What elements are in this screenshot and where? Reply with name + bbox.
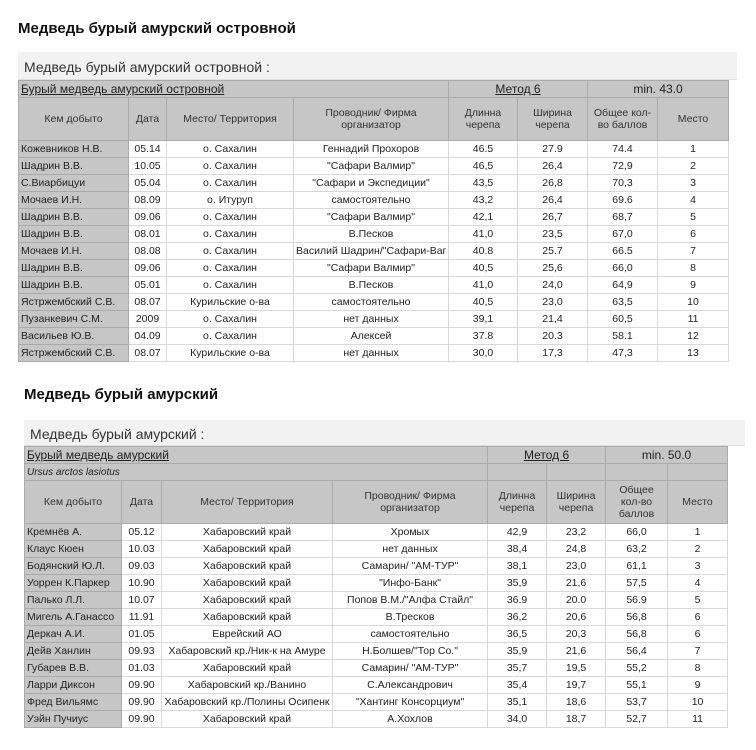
table-cell: 19,5 [547, 660, 606, 677]
table-cell: 56,8 [606, 609, 668, 626]
table-cell: Деркач А.И. [25, 626, 122, 643]
header-row [25, 481, 728, 524]
table-cell: Хабаровский край [162, 558, 333, 575]
table-cell: Уэйн Пучиус [25, 711, 122, 728]
table-cell: 26,4 [518, 158, 588, 175]
table-row [25, 643, 728, 660]
table-cell: "Сафари и Экспедиции" [294, 175, 449, 192]
table-cell: Шадрин В.В. [19, 260, 129, 277]
table-cell: о. Сахалин [167, 328, 294, 345]
table-cell: Шадрин В.В. [19, 277, 129, 294]
table-cell: 42,1 [449, 209, 518, 226]
table-cell: 7 [668, 643, 728, 660]
table-cell: Шадрин В.В. [19, 209, 129, 226]
section-title-2: Медведь бурый амурский [24, 386, 219, 403]
table-cell: 3 [668, 558, 728, 575]
column-header: Место/ Территория [167, 98, 294, 141]
table-cell: 57,5 [606, 575, 668, 592]
table-cell: 43,2 [449, 192, 518, 209]
table-cell: Мигель А.Ганассо [25, 609, 122, 626]
table-cell: Палько Л.Л. [25, 592, 122, 609]
table-row [19, 192, 729, 209]
table-cell: 2 [668, 541, 728, 558]
table-cell: 35,9 [488, 575, 547, 592]
table-cell: С.Александрович [333, 677, 488, 694]
table-cell: 38,1 [488, 558, 547, 575]
table-cell: Хабаровский край [162, 711, 333, 728]
table-cell: 18,7 [547, 711, 606, 728]
table-cell: 4 [658, 192, 729, 209]
table-row [19, 209, 729, 226]
table-cell: 09.90 [122, 694, 162, 711]
column-header: Проводник/ Фирма организатор [294, 98, 449, 141]
table-cell: 56.9 [606, 592, 668, 609]
column-header: Место [658, 98, 729, 141]
table-cell: 41,0 [449, 226, 518, 243]
table-cell: 08.08 [129, 243, 167, 260]
table-cell: 13 [658, 345, 729, 362]
table-cell: 64,9 [588, 277, 658, 294]
column-header: Проводник/ Фирма организатор [333, 481, 488, 524]
table-cell: 36,5 [488, 626, 547, 643]
table-cell: Уоррен К.Паркер [25, 575, 122, 592]
table-row [25, 558, 728, 575]
table-cell: 56,8 [606, 626, 668, 643]
table-cell: о. Сахалин [167, 141, 294, 158]
table-cell: 40,5 [449, 294, 518, 311]
table-cell: 70,3 [588, 175, 658, 192]
table-cell: 3 [658, 175, 729, 192]
species-link[interactable]: Бурый медведь амурский островной [19, 81, 449, 98]
table-cell: Ястржембский С.В. [19, 294, 129, 311]
table-row [25, 592, 728, 609]
table-cell: А.Хохлов [333, 711, 488, 728]
table-cell: 08.07 [129, 345, 167, 362]
table-cell: 05.12 [122, 524, 162, 541]
table-cell: 09.90 [122, 711, 162, 728]
table-row [19, 311, 729, 328]
latin-name: Ursus arctos lasiotus [25, 464, 488, 481]
table-row [25, 575, 728, 592]
table-cell: Хабаровский край [162, 609, 333, 626]
table-cell: 69.6 [588, 192, 658, 209]
table-cell: "Сафари Валмир" [294, 260, 449, 277]
table-cell: 11 [668, 711, 728, 728]
table-cell: 35,9 [488, 643, 547, 660]
column-header: Дата [122, 481, 162, 524]
table-cell: 12 [658, 328, 729, 345]
table-row [19, 243, 729, 260]
table-cell: Алексей [294, 328, 449, 345]
table-cell: 18,6 [547, 694, 606, 711]
table-row [19, 277, 729, 294]
column-header: Длинна черепа [449, 98, 518, 141]
table-cell: Хабаровский кр./Ванино [162, 677, 333, 694]
table-cell: Кремнёв А. [25, 524, 122, 541]
table-cell: 8 [658, 260, 729, 277]
column-header: Ширина черепа [547, 481, 606, 524]
table-cell: о. Итуруп [167, 192, 294, 209]
table-cell: 23,0 [547, 558, 606, 575]
column-header: Дата [129, 98, 167, 141]
table-cell: о. Сахалин [167, 277, 294, 294]
table-cell: о. Сахалин [167, 175, 294, 192]
table-row [25, 541, 728, 558]
table-cell: "Хантинг Консорциум" [333, 694, 488, 711]
table-row [19, 294, 729, 311]
table-cell: 56,4 [606, 643, 668, 660]
table-cell: 21,4 [518, 311, 588, 328]
table-cell: 35,1 [488, 694, 547, 711]
column-header: Ширина черепа [518, 98, 588, 141]
table-row [19, 345, 729, 362]
table-cell: 11 [658, 311, 729, 328]
method-link[interactable]: Метод 6 [449, 81, 588, 98]
table-cell: самостоятельно [333, 626, 488, 643]
table-row [19, 158, 729, 175]
table-row [25, 677, 728, 694]
table-cell: 21,6 [547, 575, 606, 592]
table-cell: нет данных [333, 541, 488, 558]
table-cell: 10 [658, 294, 729, 311]
table-cell: Геннадий Прохоров [294, 141, 449, 158]
table-cell: 2 [658, 158, 729, 175]
table-cell: 4 [668, 575, 728, 592]
table-cell: 20,6 [547, 609, 606, 626]
table-cell: 30,0 [449, 345, 518, 362]
table-cell: о. Сахалин [167, 311, 294, 328]
column-header: Общее кол-во баллов [588, 98, 658, 141]
table-cell: 08.07 [129, 294, 167, 311]
table-cell: Хабаровский край [162, 575, 333, 592]
table-cell: самостоятельно [294, 294, 449, 311]
table-cell: Самарин/ "АМ-ТУР" [333, 660, 488, 677]
table-cell: 38,4 [488, 541, 547, 558]
trophy-table-2 [24, 446, 728, 728]
table-cell: 10.03 [122, 541, 162, 558]
table-cell: Шадрин В.В. [19, 158, 129, 175]
table-row [19, 175, 729, 192]
table-cell: 37.8 [449, 328, 518, 345]
table-cell: 55,2 [606, 660, 668, 677]
table-cell: 35,7 [488, 660, 547, 677]
table-cell: "Сафари Валмир" [294, 158, 449, 175]
table-cell: Кожевников Н.В. [19, 141, 129, 158]
table-cell: 40.8 [449, 243, 518, 260]
table-cell: 09.93 [122, 643, 162, 660]
table-cell: В.Песков [294, 226, 449, 243]
table-cell: Мочаев И.Н. [19, 192, 129, 209]
table-cell: 24,0 [518, 277, 588, 294]
table-cell: 6 [658, 226, 729, 243]
table-cell: Бодянский Ю.Л. [25, 558, 122, 575]
table-cell: Клаус Кюен [25, 541, 122, 558]
table-cell: 1 [658, 141, 729, 158]
method-link[interactable]: Метод 6 [488, 447, 606, 464]
table-cell: 46.5 [449, 141, 518, 158]
table-cell: 09.90 [122, 677, 162, 694]
table-cell: Хабаровский край [162, 592, 333, 609]
table-cell: Дейв Ханлин [25, 643, 122, 660]
table-cell: 01.03 [122, 660, 162, 677]
min-score: min. 43.0 [588, 81, 729, 98]
table-cell: 26,7 [518, 209, 588, 226]
table-cell: 36,2 [488, 609, 547, 626]
min-score: min. 50.0 [606, 447, 728, 464]
table-cell: Губарев В.В. [25, 660, 122, 677]
table-cell: 17,3 [518, 345, 588, 362]
table-cell: 66,0 [606, 524, 668, 541]
table-cell: С.Виарбицуи [19, 175, 129, 192]
table-cell: 10.07 [122, 592, 162, 609]
table-cell: 66.5 [588, 243, 658, 260]
table-cell: 6 [668, 626, 728, 643]
table-cell: 8 [668, 660, 728, 677]
table-cell: о. Сахалин [167, 260, 294, 277]
table-cell: о. Сахалин [167, 209, 294, 226]
table-cell: 21,6 [547, 643, 606, 660]
table-cell: 05.04 [129, 175, 167, 192]
table-cell: Фред Вильямс [25, 694, 122, 711]
table-cell: 63,2 [606, 541, 668, 558]
table-cell: Васильев Ю.В. [19, 328, 129, 345]
table-cell: 09.03 [122, 558, 162, 575]
table-cell: 25,6 [518, 260, 588, 277]
table-row [25, 626, 728, 643]
table-row [19, 226, 729, 243]
table-row [25, 609, 728, 626]
table-cell: 9 [668, 677, 728, 694]
table-cell: 09.06 [129, 260, 167, 277]
table-cell: 19,7 [547, 677, 606, 694]
column-header: Длинна черепа [488, 481, 547, 524]
table-cell: 41,0 [449, 277, 518, 294]
column-header: Место [668, 481, 728, 524]
column-header: Общее кол-во баллов [606, 481, 668, 524]
table-cell: Хабаровский край [162, 541, 333, 558]
table-cell: Шадрин В.В. [19, 226, 129, 243]
table-cell: нет данных [294, 345, 449, 362]
table-cell: о. Сахалин [167, 158, 294, 175]
table-row [19, 328, 729, 345]
table-cell: 47,3 [588, 345, 658, 362]
table-cell: 10.90 [122, 575, 162, 592]
section-title-1: Медведь бурый амурский островной [18, 20, 296, 37]
table-row [19, 260, 729, 277]
table-cell: Хромых [333, 524, 488, 541]
table-cell: 35,4 [488, 677, 547, 694]
column-header: Место/ Территория [162, 481, 333, 524]
table-cell: 10.05 [129, 158, 167, 175]
table-cell: Ларри Диксон [25, 677, 122, 694]
column-header: Кем добыто [19, 98, 129, 141]
table-cell: Самарин/ "АМ-ТУР" [333, 558, 488, 575]
table-cell: 40,5 [449, 260, 518, 277]
table-cell: 04.09 [129, 328, 167, 345]
table-cell: 23,5 [518, 226, 588, 243]
table-cell: 68,7 [588, 209, 658, 226]
table-cell: 05.01 [129, 277, 167, 294]
trophy-table-1 [18, 80, 729, 362]
table-cell: 63,5 [588, 294, 658, 311]
table-cell: Хабаровский край [162, 524, 333, 541]
table-cell: 66,0 [588, 260, 658, 277]
table-cell: Курильские о-ва [167, 294, 294, 311]
table-cell: 01.05 [122, 626, 162, 643]
table-cell: 46,5 [449, 158, 518, 175]
table-row [25, 660, 728, 677]
table-cell: о. Сахалин [167, 243, 294, 260]
table-cell: 9 [658, 277, 729, 294]
table-cell: 26,8 [518, 175, 588, 192]
table-cell: 24,8 [547, 541, 606, 558]
table-cell: Н.Болшев/"Тор Со." [333, 643, 488, 660]
table-cell: 09.06 [129, 209, 167, 226]
table-cell: 7 [658, 243, 729, 260]
table-cell: 34,0 [488, 711, 547, 728]
table-cell: о. Сахалин [167, 226, 294, 243]
table-cell: В.Песков [294, 277, 449, 294]
table-cell: 58.1 [588, 328, 658, 345]
table-cell: 43,5 [449, 175, 518, 192]
table-cell: "Инфо-Банк" [333, 575, 488, 592]
table-cell: 08.09 [129, 192, 167, 209]
table-cell: 52,7 [606, 711, 668, 728]
table-cell: Хабаровский кр./Ник-к на Амуре [162, 643, 333, 660]
table-row [25, 711, 728, 728]
table-cell: 60,5 [588, 311, 658, 328]
table-cell: В.Тресков [333, 609, 488, 626]
table-cell: 39,1 [449, 311, 518, 328]
table-cell: 20.0 [547, 592, 606, 609]
table-cell: 27.9 [518, 141, 588, 158]
table-cell: 23,2 [547, 524, 606, 541]
table-cell: Пузанкевич С.М. [19, 311, 129, 328]
table-cell: 11.91 [122, 609, 162, 626]
table-cell: Попов В.М./"Алфа Стайл" [333, 592, 488, 609]
table-cell: 61,1 [606, 558, 668, 575]
table-cell: 5 [658, 209, 729, 226]
table-cell: 5 [668, 592, 728, 609]
table-cell: Хабаровский кр./Полины Осипенк [162, 694, 333, 711]
table-cell: Василий Шадрин/"Сафари-Ваг [294, 243, 449, 260]
table-caption-1: Медведь бурый амурский островной : [18, 52, 737, 80]
table-cell: 20.3 [518, 328, 588, 345]
table-cell: 36.9 [488, 592, 547, 609]
table-row [25, 524, 728, 541]
table-cell: Еврейский АО [162, 626, 333, 643]
table-cell: 26,4 [518, 192, 588, 209]
table-cell: 10 [668, 694, 728, 711]
table-cell: Мочаев И.Н. [19, 243, 129, 260]
table-cell: 08.01 [129, 226, 167, 243]
table-cell: 53,7 [606, 694, 668, 711]
table-row [19, 141, 729, 158]
table-cell: 42,9 [488, 524, 547, 541]
table-cell: Хабаровский край [162, 660, 333, 677]
table-cell: 23,0 [518, 294, 588, 311]
table-cell: 20,3 [547, 626, 606, 643]
table-cell: 72,9 [588, 158, 658, 175]
table-cell: 6 [668, 609, 728, 626]
column-header: Кем добыто [25, 481, 122, 524]
species-link[interactable]: Бурый медведь амурский [25, 447, 488, 464]
table-cell: 74.4 [588, 141, 658, 158]
table-caption-2: Медведь бурый амурский : [24, 420, 745, 446]
table-cell: "Сафари Валмир" [294, 209, 449, 226]
table-cell: самостоятельно [294, 192, 449, 209]
table-cell: 67,0 [588, 226, 658, 243]
table-cell: 55,1 [606, 677, 668, 694]
table-cell: нет данных [294, 311, 449, 328]
table-cell: 25.7 [518, 243, 588, 260]
table-row [25, 694, 728, 711]
header-row [19, 98, 729, 141]
table-cell: 05.14 [129, 141, 167, 158]
table-cell: 2009 [129, 311, 167, 328]
table-cell: 1 [668, 524, 728, 541]
table-cell: Ястржембский С.В. [19, 345, 129, 362]
table-cell: Курильские о-ва [167, 345, 294, 362]
